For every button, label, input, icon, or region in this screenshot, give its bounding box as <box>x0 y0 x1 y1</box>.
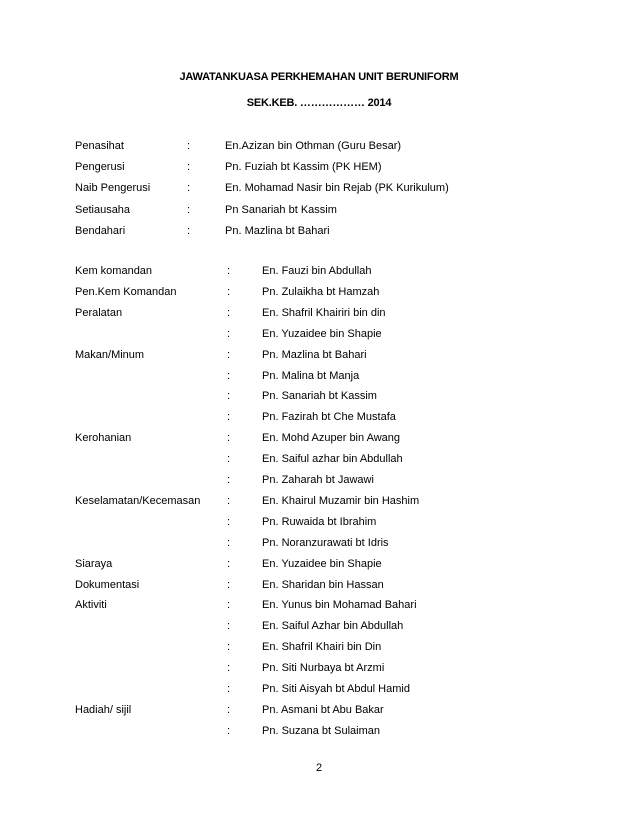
member-name: Pn. Sanariah bt Kassim <box>262 390 377 403</box>
separator: : <box>227 285 231 298</box>
separator: : <box>227 683 231 695</box>
separator: : <box>227 265 231 277</box>
role-label: Bendahari <box>75 224 126 237</box>
separator: : <box>187 161 191 174</box>
role-label: Setiausaha <box>75 203 131 216</box>
separator: : <box>187 224 191 237</box>
member-name: Pn. Siti Aisyah bt Abdul Hamid <box>262 683 410 695</box>
role-label: Peralatan <box>75 306 123 319</box>
separator: : <box>227 724 231 737</box>
role-label: Makan/Minum <box>75 348 145 361</box>
role-label: Pengerusi <box>75 161 125 174</box>
member-name: En. Shafril Khairi bin Din <box>262 641 382 654</box>
separator: : <box>227 494 231 507</box>
member-name: Pn. Ruwaida bt Ibrahim <box>262 515 377 528</box>
page-number: 2 <box>315 762 323 774</box>
role-label: Keselamatan/Kecemasan <box>75 494 201 507</box>
member-name: Pn. Siti Nurbaya bt Arzmi <box>262 662 385 675</box>
member-name: En.Azizan bin Othman (Guru Besar) <box>225 140 402 152</box>
separator: : <box>227 306 231 319</box>
role-label: Naib Pengerusi <box>75 182 151 195</box>
member-name: Pn. Zaharah bt Jawawi <box>262 474 374 486</box>
role-label: Kem komandan <box>75 265 153 277</box>
separator: : <box>227 453 231 466</box>
member-name: Pn. Zulaikha bt Hamzah <box>262 285 380 298</box>
member-name: Pn. Fazirah bt Che Mustafa <box>262 411 396 424</box>
member-name: En. Yuzaidee bin Shapie <box>262 557 382 570</box>
separator: : <box>187 182 191 195</box>
separator: : <box>227 369 231 382</box>
separator: : <box>187 140 191 152</box>
separator: : <box>187 203 191 216</box>
role-label: Hadiah/ sijil <box>75 703 132 716</box>
separator: : <box>227 536 231 549</box>
separator: : <box>227 474 231 486</box>
role-label: Dokumentasi <box>75 578 140 591</box>
member-name: En. Khairul Muzamir bin Hashim <box>262 494 420 507</box>
role-label: Kerohanian <box>75 432 132 445</box>
separator: : <box>227 599 231 612</box>
separator: : <box>227 557 231 570</box>
role-label: Penasihat <box>75 140 124 152</box>
separator: : <box>227 411 231 424</box>
role-label: Pen.Kem Komandan <box>75 285 177 298</box>
member-name: En. Sharidan bin Hassan <box>262 578 384 591</box>
separator: : <box>227 327 231 340</box>
member-name: Pn. Mazlina bt Bahari <box>262 348 367 361</box>
member-name: En. Mohd Azuper bin Awang <box>262 432 401 445</box>
member-name: En. Saiful azhar bin Abdullah <box>262 453 403 466</box>
document-title: JAWATANKUASA PERKHEMAHAN UNIT BERUNIFORM <box>179 71 459 83</box>
document-subtitle: SEK.KEB. ……………… 2014 <box>246 97 392 109</box>
separator: : <box>227 662 231 675</box>
member-name: Pn. Noranzurawati bt Idris <box>262 536 389 549</box>
member-name: En. Shafril Khairiri bin din <box>262 306 386 319</box>
role-label: Siaraya <box>75 557 113 570</box>
member-name: Pn. Mazlina bt Bahari <box>225 224 330 237</box>
member-name: En. Fauzi bin Abdullah <box>262 265 372 277</box>
member-name: Pn. Asmani bt Abu Bakar <box>262 703 384 716</box>
separator: : <box>227 578 231 591</box>
member-name: En. Mohamad Nasir bin Rejab (PK Kurikulum) <box>225 182 449 195</box>
separator: : <box>227 348 231 361</box>
separator: : <box>227 515 231 528</box>
member-name: Pn. Fuziah bt Kassim (PK HEM) <box>225 161 382 174</box>
separator: : <box>227 620 231 633</box>
separator: : <box>227 432 231 445</box>
role-label: Aktiviti <box>75 599 107 612</box>
member-name: En. Yuzaidee bin Shapie <box>262 327 382 340</box>
separator: : <box>227 390 231 403</box>
member-name: En. Yunus bin Mohamad Bahari <box>262 599 417 612</box>
member-name: En. Saiful Azhar bin Abdullah <box>262 620 404 633</box>
separator: : <box>227 703 231 716</box>
separator: : <box>227 641 231 654</box>
member-name: Pn Sanariah bt Kassim <box>225 203 337 216</box>
member-name: Pn. Suzana bt Sulaiman <box>262 724 381 737</box>
member-name: Pn. Malina bt Manja <box>262 369 360 382</box>
